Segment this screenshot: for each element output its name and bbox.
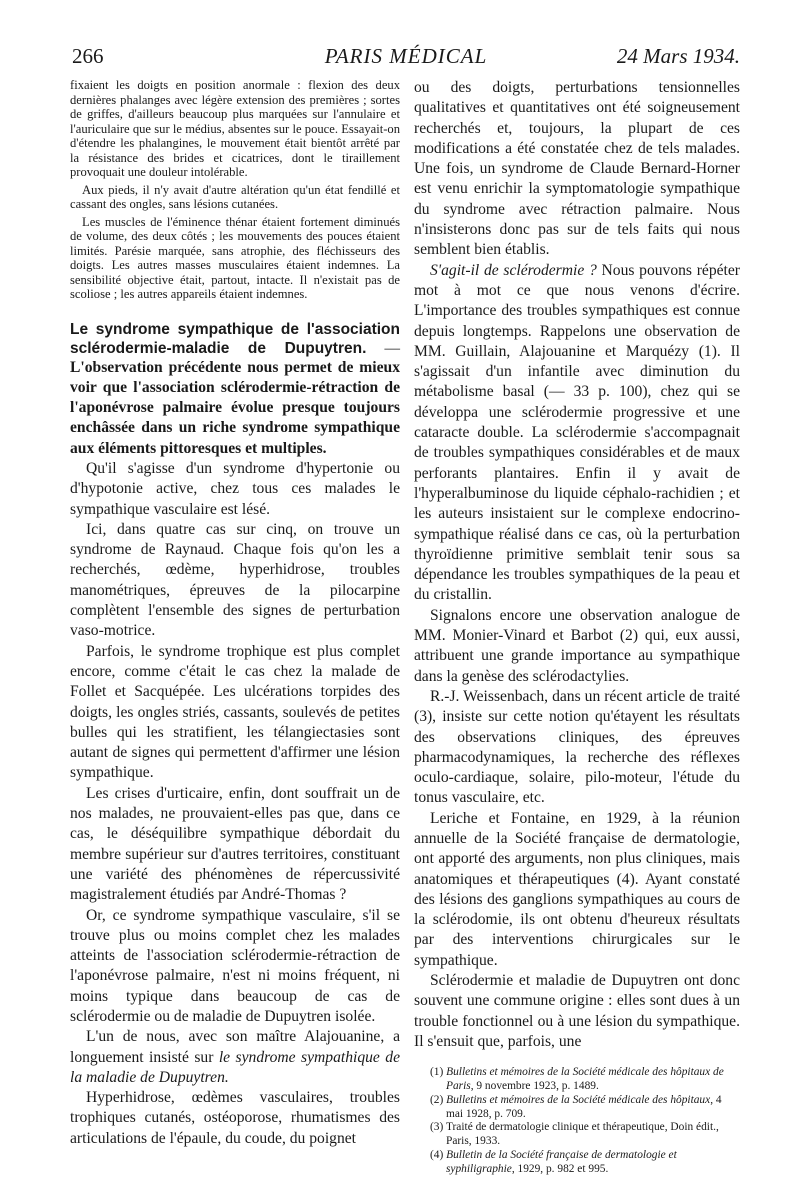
footnote-number: (2) <box>430 1093 444 1106</box>
page-number: 266 <box>72 44 104 68</box>
ref-title: le syndrome sympathique de la maladie de Dupuytren. <box>70 1048 400 1086</box>
journal-title: PARIS MÉDICAL <box>324 44 488 68</box>
body-paragraph: Signalons encore une observation analogue de MM. Monier-Vinard et Barbot (2) qui, eux aussi, attribuent une grande importance au sympathique dans la genèse des sclérodactylies. <box>414 606 740 685</box>
footnote-source: Bulletins et mémoires de la Société médicale des hôpitaux de Paris <box>446 1066 724 1093</box>
observation-paragraph: fixaient les doigts en position anormale : flexion des deux dernières phalanges avec légère extension des premières ; sortes de griffes, d'ailleurs beaucoup plus marquées sur l'annulaire et l'auriculaire que sur le médius, absentes sur le pouce. Essayait-on d'étendre les phalangines, le mouvement était bientôt arrêté par la résistance des brides et cicatrices, dont le tiraillement provoquait une douleur intolérable. <box>70 78 400 179</box>
body-paragraph <box>414 261 740 606</box>
body-paragraph: Sclérodermie et maladie de Dupuytren ont donc souvent une commune origine : elles sont dues à un trouble fonctionnel ou à une lésion du sympathique. Il s'ensuit que, parfois, une <box>414 972 740 1050</box>
question-heading: S'agit-il de sclérodermie ? <box>430 261 597 279</box>
footnote <box>430 1121 740 1149</box>
footnote-number: (4) <box>430 1149 444 1162</box>
body-paragraph: R.-J. Weissenbach, dans un récent article de traité (3), insiste sur cette notion qu'étayent les résultats des observations cliniques, des épreuves pharmacodynamiques, la recherche des réflexes oculo-cardiaque, solaire, pilo-moteur, l'étude du tonus vasculaire, etc. <box>414 687 740 807</box>
footnote-source: Bulletins et mémoires de la Société médicale des hôpitaux <box>446 1093 711 1106</box>
footnote <box>430 1066 740 1094</box>
section-dash: — <box>366 339 401 357</box>
section-title: Le syndrome sympathique de l'association sclérodermie-maladie de Dupuytren. <box>70 320 400 357</box>
footnotes <box>414 1066 740 1176</box>
issue-date: 24 Mars 1934. <box>616 44 740 68</box>
right-column <box>414 78 741 1175</box>
footnote-detail: , 1929, p. 982 et 995. <box>511 1162 609 1175</box>
body-paragraph <box>70 1027 400 1088</box>
body-paragraph: Les crises d'urticaire, enfin, dont souffrait un de nos malades, ne prouvaient-elles pas que, dans ce cas, le déséquilibre sympathique débordait du membre supérieur sur d'autres territoires, constituant une variété des phénomènes de répercussivité magistralement étudiés par André-Thomas ? <box>70 784 400 904</box>
observation-paragraph: Les muscles de l'éminence thénar étaient fortement diminués de volume, des deux côtés ; les mouvements des pouces étaient limités. Parésie marquée, sans atrophie, des fléchisseurs des doigts. Les autres masses musculaires étaient indemnes. La sensibilité objective était, partout, intacte. Il n'existait pas de scoliose ; les autres appareils étaient indemnes. <box>70 214 400 301</box>
footnote <box>430 1149 740 1177</box>
body-paragraph: Leriche et Fontaine, en 1929, à la réunion annuelle de la Société française de dermatologie, ont apporté des arguments, non plus cliniques, mais anatomiques et thérapeutiques (4). Ayant constaté des lésions des ganglions sympathiques au cours de la sclérodomie, ils ont obtenu d'heureux résultats par des interventions chirurgicales sur le sympathique. <box>414 809 740 969</box>
footnote-detail: , 9 novembre 1923, p. 1489. <box>470 1080 599 1093</box>
footnote <box>430 1094 740 1122</box>
observation-paragraph: Aux pieds, il n'y avait d'autre altération qu'un état fendillé et cassant des ongles, sans lésions cutanées. <box>70 182 400 211</box>
body-paragraph: Qu'il s'agisse d'un syndrome d'hypertonie ou d'hypotonie active, chez tous ces malades le sympathique vasculaire est lésé. <box>70 459 400 518</box>
section-heading <box>70 320 400 459</box>
running-header <box>72 44 740 74</box>
question-text: Nous pouvons répéter mot à mot ce que nous venons d'écrire. L'importance des troubles sympathiques est connue depuis longtemps. Rappelons une observation de MM. Guillain, Alajouanine et Marquézy (1). Il s'agissait d'un infantile avec diminution du métabolisme basal (— 33 p. 100), chez qui se développa une sclérodermie progressive et une cataracte double. La sclérodermie s'accompagnait de troubles sympathiques considérables et de maux perforants plantaires. Enfin il y avait de l'hyperalbuminose du liquide céphalo-rachidien ; et les auteurs insistaient sur le complexe endocrino-sympathique réalisé dans ce cas, où la perturbation thyroïdienne primitive semblait tenir sous sa dépendance les troubles sympathiques de la peau et du cristallin. <box>414 261 741 604</box>
left-column <box>70 78 401 1147</box>
footnote-source: Bulletin de la Société française de dermatologie et syphiligraphie <box>446 1149 677 1175</box>
section-lead-text: L'observation précédente nous permet de mieux voir que l'association sclérodermie-rétraction de l'aponévrose palmaire évolue presque toujours enchâssée dans un riche syndrome sympathique aux éléments pittoresques et multiples. <box>70 358 400 457</box>
body-paragraph: Or, ce syndrome sympathique vasculaire, s'il se trouve plus ou moins complet chez les malades atteints de l'association sclérodermie-rétraction de l'aponévrose palmaire, n'est ni moins fréquent, ni moins typique dans beaucoup de cas de sclérodermie ou de maladie de Dupuytren isolée. <box>70 906 400 1025</box>
body-paragraph: Hyperhidrose, œdèmes vasculaires, troubles trophiques cutanés, ostéoporose, rhumatismes des articulations de l'épaule, du coude, du poignet <box>70 1089 400 1147</box>
body-paragraph: Parfois, le syndrome trophique est plus complet encore, comme c'était le cas chez la malade de Follet et Sacquépée. Les ulcérations torpides des doigts, les ongles striés, cassants, soulevés de petites bulles qui les stratifient, les télangiectasies sont autant de signes qui permettent d'affirmer une lésion sympathique. <box>70 642 400 782</box>
footnote-detail: , 4 mai 1928, p. 709. <box>446 1093 722 1120</box>
footnote-number: (1) <box>430 1066 444 1079</box>
footnote-detail: Traité de dermatologie clinique et thérapeutique, Doin édit., Paris, 1933. <box>445 1121 719 1148</box>
body-paragraph: Ici, dans quatre cas sur cinq, on trouve un syndrome de Raynaud. Chaque fois qu'on les a recherchés, œdème, hyperhidrose, troubles manométriques, épreuves de la pilocarpine complètent l'ensemble des signes de perturbation vaso-motrice. <box>70 520 400 640</box>
footnote-number: (3) <box>430 1121 444 1134</box>
body-paragraph: ou des doigts, perturbations tensionnelles qualitatives et quantitatives ont été soigneusement recherchés et, toujours, la plupart de ces modifications a été constatée chez de tels malades. Une fois, un syndrome de Claude Bernard-Horner est venu enrichir la symptomatologie sympathique du syndrome avec rétraction palmaire. Nous n'insisterons donc pas sur de tels faits qui nous semblent bien établis. <box>414 79 740 259</box>
ref-text: L'un de nous, avec son maître Alajouanine, a longuement insisté sur <box>70 1028 400 1066</box>
